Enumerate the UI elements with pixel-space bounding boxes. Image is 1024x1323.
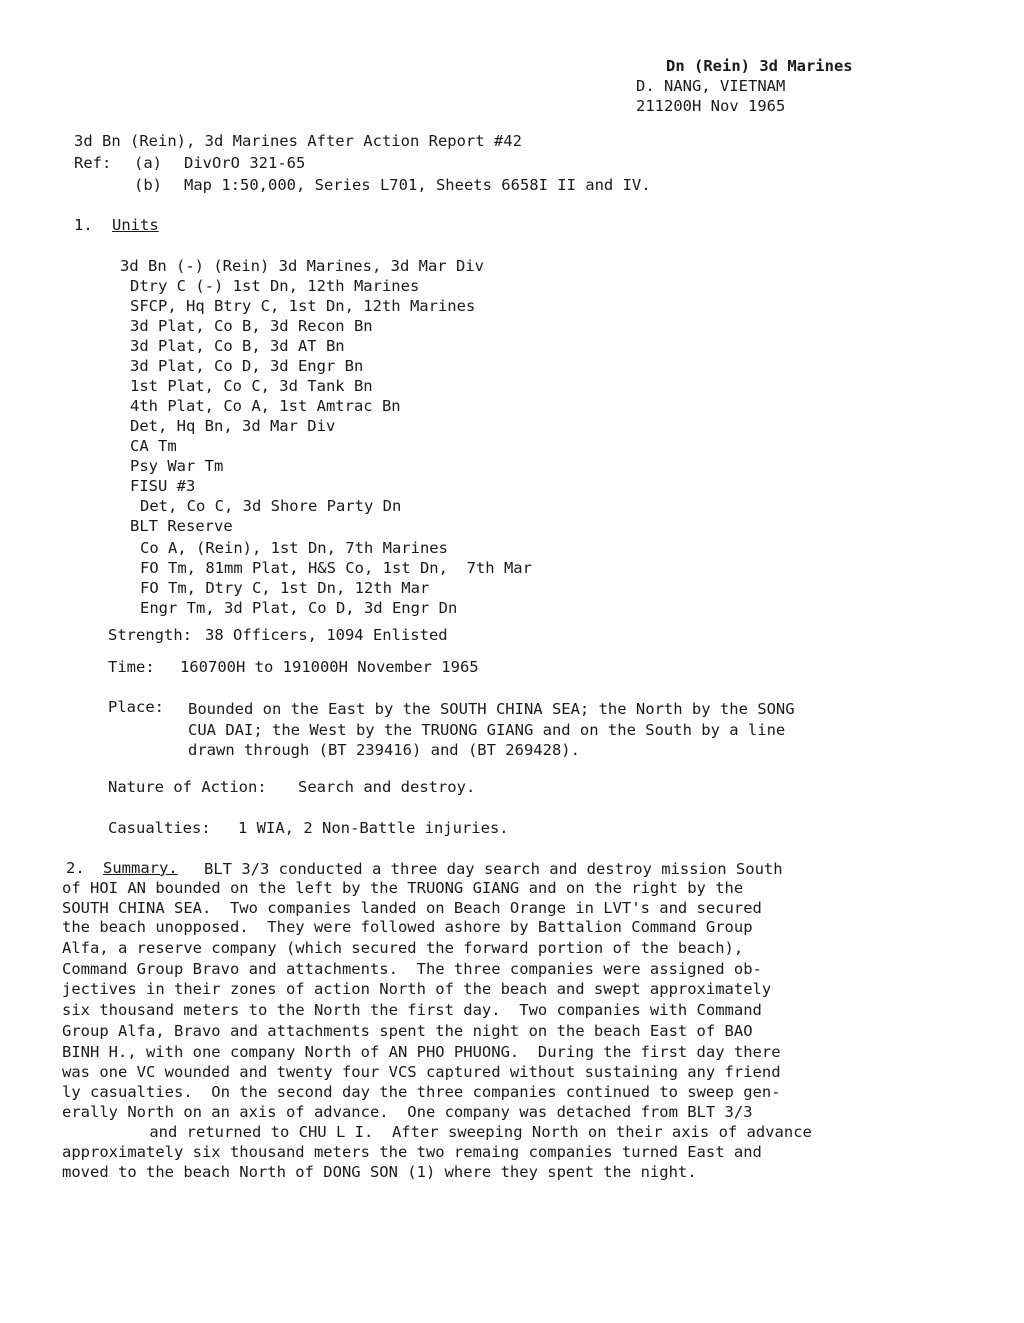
- time-value: 160700H to 191000H November 1965: [180, 658, 479, 676]
- report-title: 3d Bn (Rein), 3d Marines After Action Report #42: [74, 132, 522, 150]
- section-1-number: 1.: [74, 216, 93, 234]
- summary-line: the beach unopposed. They were followed ashore by Battalion Command Group: [62, 918, 753, 936]
- strength-value: 38 Officers, 1094 Enlisted: [205, 626, 448, 644]
- summary-line: BINH H., with one company North of AN PHO PHUONG. During the first day there: [62, 1043, 781, 1061]
- casualties-label: Casualties:: [108, 819, 211, 837]
- summary-line: jectives in their zones of action North of the beach and swept approximately: [62, 980, 772, 998]
- ref-b-marker: (b): [134, 176, 162, 194]
- unit-item: Psy War Tm: [130, 457, 224, 475]
- header-block: [636, 56, 853, 116]
- unit-item: Det, Co C, 3d Shore Party Dn: [140, 497, 402, 515]
- summary-line: Group Alfa, Bravo and attachments spent the night on the beach East of BAO: [62, 1022, 753, 1040]
- strength-label: Strength:: [108, 626, 192, 644]
- unit-item: CA Tm: [130, 437, 177, 455]
- header-dtg: 211200H Nov 1965: [636, 97, 786, 115]
- place-line: Bounded on the East by the SOUTH CHINA SEA; the North by the SONG: [188, 700, 795, 718]
- unit-item: 3d Plat, Co D, 3d Engr Bn: [130, 357, 364, 375]
- unit-item: SFCP, Hq Btry C, 1st Dn, 12th Marines: [130, 297, 476, 315]
- place-label: Place:: [108, 698, 164, 716]
- summary-line: approximately six thousand meters the two remaing companies turned East and: [62, 1143, 762, 1161]
- summary-line: ly casualties. On the second day the three companies continued to sweep gen-: [62, 1083, 781, 1101]
- summary-line: and returned to CHU L I. After sweeping North on their axis of advance: [112, 1123, 812, 1141]
- unit-item: 3d Plat, Co B, 3d Recon Bn: [130, 317, 373, 335]
- header-unit: Dn (Rein) 3d Marines: [666, 57, 853, 75]
- section-1-heading: Units: [112, 216, 159, 234]
- ref-a-text: DivOrO 321-65: [184, 154, 306, 172]
- ref-a-marker: (a): [134, 154, 162, 172]
- unit-item: FO Tm, 81mm Plat, H&S Co, 1st Dn, 7th Mar: [140, 559, 532, 577]
- summary-line: BLT 3/3 conducted a three day search and destroy mission South: [204, 860, 783, 878]
- ref-label: Ref:: [74, 154, 112, 172]
- nature-label: Nature of Action:: [108, 778, 267, 796]
- nature-value: Search and destroy.: [298, 778, 476, 796]
- summary-line: of HOI AN bounded on the left by the TRUONG GIANG and on the right by the: [62, 879, 744, 897]
- ref-b-text: Map 1:50,000, Series L701, Sheets 6658I II and IV.: [184, 176, 651, 194]
- section-2-number: 2.: [66, 859, 85, 877]
- unit-item: Engr Tm, 3d Plat, Co D, 3d Engr Dn: [140, 599, 458, 617]
- unit-item: Dtry C (-) 1st Dn, 12th Marines: [130, 277, 420, 295]
- summary-line: was one VC wounded and twenty four VCS captured without sustaining any friend: [62, 1063, 781, 1081]
- unit-item: 3d Plat, Co B, 3d AT Bn: [130, 337, 345, 355]
- summary-line: SOUTH CHINA SEA. Two companies landed on Beach Orange in LVT's and secured: [62, 899, 762, 917]
- place-line: CUA DAI; the West by the TRUONG GIANG and on the South by a line: [188, 721, 786, 739]
- unit-item: FO Tm, Dtry C, 1st Dn, 12th Mar: [140, 579, 430, 597]
- time-label: Time:: [108, 658, 155, 676]
- unit-item: 4th Plat, Co A, 1st Amtrac Bn: [130, 397, 401, 415]
- unit-item: Co A, (Rein), 1st Dn, 7th Marines: [140, 539, 448, 557]
- summary-line: moved to the beach North of DONG SON (1) where they spent the night.: [62, 1163, 697, 1181]
- summary-line: Alfa, a reserve company (which secured the forward portion of the beach),: [62, 939, 744, 957]
- summary-line: erally North on an axis of advance. One company was detached from BLT 3/3: [62, 1103, 753, 1121]
- unit-item: FISU #3: [130, 477, 196, 495]
- section-2-heading: Summary.: [103, 859, 178, 877]
- unit-item: 3d Bn (-) (Rein) 3d Marines, 3d Mar Div: [120, 257, 484, 275]
- header-location: D. NANG, VIETNAM: [636, 77, 786, 95]
- unit-item: BLT Reserve: [130, 517, 233, 535]
- unit-item: 1st Plat, Co C, 3d Tank Bn: [130, 377, 373, 395]
- casualties-value: 1 WIA, 2 Non-Battle injuries.: [238, 819, 509, 837]
- summary-line: six thousand meters to the North the first day. Two companies with Command: [62, 1001, 762, 1019]
- place-line: drawn through (BT 239416) and (BT 269428).: [188, 741, 580, 759]
- unit-item: Det, Hq Bn, 3d Mar Div: [130, 417, 336, 435]
- summary-line: Command Group Bravo and attachments. The three companies were assigned ob-: [62, 960, 762, 978]
